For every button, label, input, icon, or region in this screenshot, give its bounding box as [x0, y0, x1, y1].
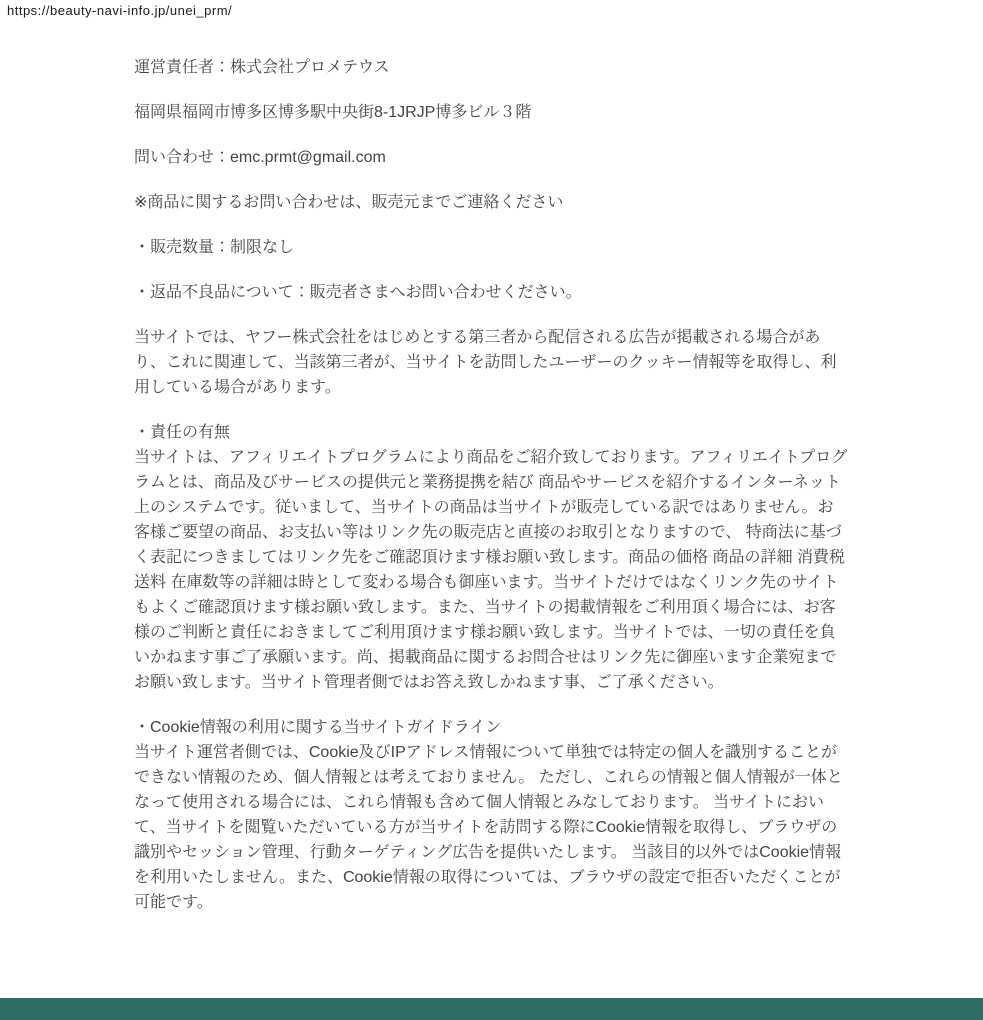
- operator-line: 運営責任者：株式会社プロメテウス: [134, 59, 390, 76]
- liability-section-title: ・責任の有無: [134, 424, 231, 441]
- third-party-ads-paragraph: 当サイトでは、ヤフー株式会社をはじめとする第三者から配信される広告が掲載される場合があり、これに関連して、当該第三者が、当サイトを訪問したユーザーのクッキー情報等を取得し、利用している場合があります。: [134, 329, 837, 396]
- cookie-guideline-body: 当サイト運営者側では、Cookie及びIPアドレス情報について単独では特定の個人を識別することができない情報のため、個人情報とは考えておりません。 ただし、これらの情報と個人情報が一体となって使用される場合には、これら情報も含めて個人情報とみなしております。 当サイトにおいて、当サイトを閲覧いただいている方が当サイトを訪問する際にCookie情報を取得し、ブラウザの識別やセッション管理、行動ターゲティング広告を提供いたします。 当該目的以外ではCookie情報を利用いたしません。また、Cookie情報の取得については、ブラウザの設定で拒否いただくことが可能です。: [134, 744, 843, 911]
- liability-section-body: 当サイトは、アフィリエイトプログラムにより商品をご紹介致しております。アフィリエイトプログラムとは、商品及びサービスの提供元と業務提携を結び 商品やサービスを紹介するインターネット上のシステムです。従いまして、当サイトの商品は当サイトが販売している訳ではありません。お客様ご要望の商品、お支払い等はリンク先の販売店と直接のお取引となりますので、 特商法に基づく表記につきましてはリンク先をご確認頂けます様お願い致します。商品の価格 商品の詳細 消費税 送料 在庫数等の詳細は時として変わる場合も御座います。当サイトだけではなくリンク先のサイトもよくご確認頂けます様お願い致します。また、当サイトの掲載情報をご利用頂く場合には、お客様のご判断と責任におきましてご利用頂けます様お願い致します。当サイトでは、一切の責任を負いかねます事ご了承願います。尚、掲載商品に関するお問合せはリンク先に御座います企業宛までお願い致します。当サイト管理者側ではお答え致しかねます事、ご了承ください。: [134, 449, 848, 691]
- main-content: [134, 0, 849, 915]
- footer-bar: [0, 998, 983, 1020]
- contact-line: 問い合わせ：emc.prmt@gmail.com: [134, 149, 386, 166]
- address-line: 福岡県福岡市博多区博多駅中央街8-1JRJP博多ビル３階: [134, 104, 532, 121]
- page-url: https://beauty-navi-info.jp/unei_prm/: [7, 3, 233, 18]
- product-inquiry-note: ※商品に関するお問い合わせは、販売元までご連絡ください: [134, 194, 564, 211]
- returns-line: ・返品不良品について：販売者さまへお問い合わせください。: [134, 284, 582, 301]
- sales-quantity-line: ・販売数量：制限なし: [134, 239, 295, 256]
- liability-section: [134, 420, 849, 695]
- cookie-guideline-title: ・Cookie情報の利用に関する当サイトガイドライン: [134, 719, 502, 736]
- cookie-guideline-section: [134, 715, 849, 915]
